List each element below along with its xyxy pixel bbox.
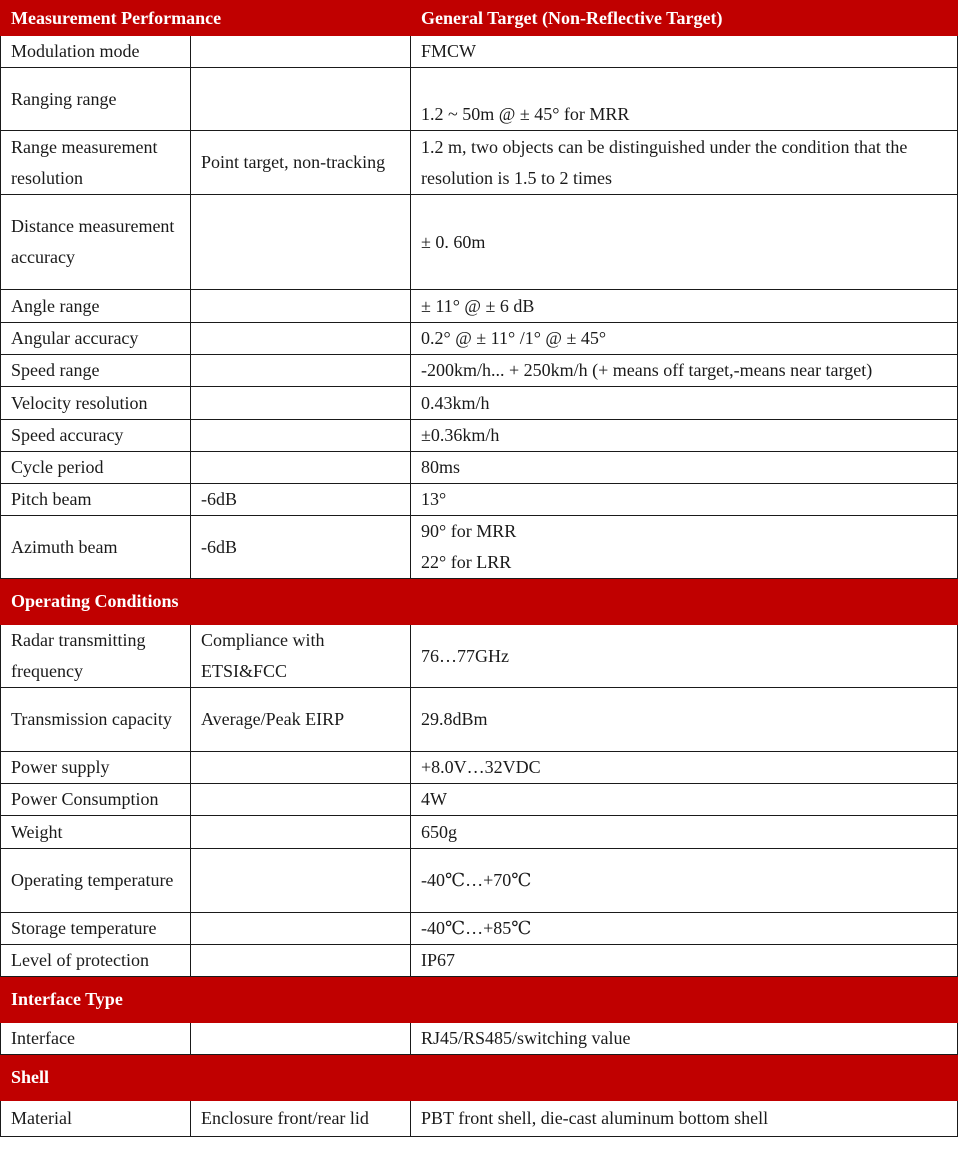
value-cell: RJ45/RS485/switching value	[411, 1023, 958, 1055]
table-row	[1, 625, 958, 688]
param-cell: Angle range	[1, 290, 191, 323]
condition-cell: Compliance with ETSI&FCC	[191, 625, 411, 688]
condition-cell	[191, 945, 411, 977]
condition-cell	[191, 420, 411, 452]
condition-cell	[191, 849, 411, 913]
value-cell: IP67	[411, 945, 958, 977]
value-cell: 4W	[411, 784, 958, 816]
condition-cell	[191, 752, 411, 784]
table-row	[1, 816, 958, 849]
table-row	[1, 36, 958, 68]
condition-cell: -6dB	[191, 484, 411, 516]
condition-cell	[191, 387, 411, 420]
value-cell: PBT front shell, die-cast aluminum bottom shell	[411, 1101, 958, 1137]
header-measurement-performance: Measurement Performance	[1, 1, 411, 36]
condition-cell	[191, 323, 411, 355]
value-cell: ± 0. 60m	[411, 195, 958, 290]
param-cell: Pitch beam	[1, 484, 191, 516]
table-row	[1, 913, 958, 945]
table-row	[1, 420, 958, 452]
table-row	[1, 323, 958, 355]
condition-cell: Enclosure front/rear lid	[191, 1101, 411, 1137]
param-cell: Velocity resolution	[1, 387, 191, 420]
value-cell: 0.43km/h	[411, 387, 958, 420]
condition-cell: Average/Peak EIRP	[191, 688, 411, 752]
condition-cell	[191, 36, 411, 68]
param-cell: Transmission capacity	[1, 688, 191, 752]
value-cell: 80ms	[411, 452, 958, 484]
condition-cell	[191, 195, 411, 290]
param-cell: Speed accuracy	[1, 420, 191, 452]
condition-cell	[191, 816, 411, 849]
param-cell: Operating temperature	[1, 849, 191, 913]
param-cell: Ranging range	[1, 68, 191, 131]
table-row	[1, 945, 958, 977]
param-cell: Speed range	[1, 355, 191, 387]
value-cell: ± 11° @ ± 6 dB	[411, 290, 958, 323]
value-cell: ±0.36km/h	[411, 420, 958, 452]
table-row	[1, 752, 958, 784]
table-row	[1, 131, 958, 195]
section-header-operating	[1, 579, 958, 625]
table-row	[1, 1023, 958, 1055]
section-title: Shell	[1, 1055, 958, 1101]
param-cell: Interface	[1, 1023, 191, 1055]
param-cell: Distance measurement accuracy	[1, 195, 191, 290]
param-cell: Power supply	[1, 752, 191, 784]
param-cell: Radar transmitting frequency	[1, 625, 191, 688]
value-cell: -40℃…+70℃	[411, 849, 958, 913]
header-general-target: General Target (Non-Reflective Target)	[411, 1, 958, 36]
section-title: Interface Type	[1, 977, 958, 1023]
condition-cell	[191, 68, 411, 131]
value-cell: 76…77GHz	[411, 625, 958, 688]
condition-cell: -6dB	[191, 516, 411, 579]
condition-cell	[191, 452, 411, 484]
condition-cell	[191, 1023, 411, 1055]
param-cell: Azimuth beam	[1, 516, 191, 579]
param-cell: Angular accuracy	[1, 323, 191, 355]
table-row	[1, 1101, 958, 1137]
param-cell: Power Consumption	[1, 784, 191, 816]
table-row	[1, 484, 958, 516]
section-header-interface	[1, 977, 958, 1023]
table-row	[1, 452, 958, 484]
condition-cell: Point target, non-tracking	[191, 131, 411, 195]
value-cell: -200km/h... + 250km/h (+ means off target,-means near target)	[411, 355, 958, 387]
condition-cell	[191, 784, 411, 816]
param-cell: Weight	[1, 816, 191, 849]
condition-cell	[191, 355, 411, 387]
value-cell	[411, 516, 958, 579]
value-line: 22° for LRR	[421, 552, 512, 572]
param-cell: Level of protection	[1, 945, 191, 977]
value-cell: 0.2° @ ± 11° /1° @ ± 45°	[411, 323, 958, 355]
value-cell: 1.2 m, two objects can be distinguished under the condition that the resolution is 1.5 to 2 times	[411, 131, 958, 195]
section-title: Operating Conditions	[1, 579, 958, 625]
param-cell: Material	[1, 1101, 191, 1137]
table-row	[1, 688, 958, 752]
table-row	[1, 387, 958, 420]
table-row	[1, 516, 958, 579]
value-cell: 13°	[411, 484, 958, 516]
value-cell: +8.0V…32VDC	[411, 752, 958, 784]
table-row	[1, 355, 958, 387]
param-cell: Range measurement resolution	[1, 131, 191, 195]
param-cell: Modulation mode	[1, 36, 191, 68]
value-cell: -40℃…+85℃	[411, 913, 958, 945]
table-header-row	[1, 1, 958, 36]
table-row	[1, 849, 958, 913]
table-row	[1, 195, 958, 290]
condition-cell	[191, 290, 411, 323]
value-cell: 1.2 ~ 50m @ ± 45° for MRR	[411, 68, 958, 131]
section-header-shell	[1, 1055, 958, 1101]
value-cell: 29.8dBm	[411, 688, 958, 752]
param-cell: Storage temperature	[1, 913, 191, 945]
table-row	[1, 784, 958, 816]
value-cell: 650g	[411, 816, 958, 849]
condition-cell	[191, 913, 411, 945]
param-cell: Cycle period	[1, 452, 191, 484]
value-line: 90° for MRR	[421, 521, 517, 541]
value-cell: FMCW	[411, 36, 958, 68]
table-row	[1, 290, 958, 323]
table-row	[1, 68, 958, 131]
